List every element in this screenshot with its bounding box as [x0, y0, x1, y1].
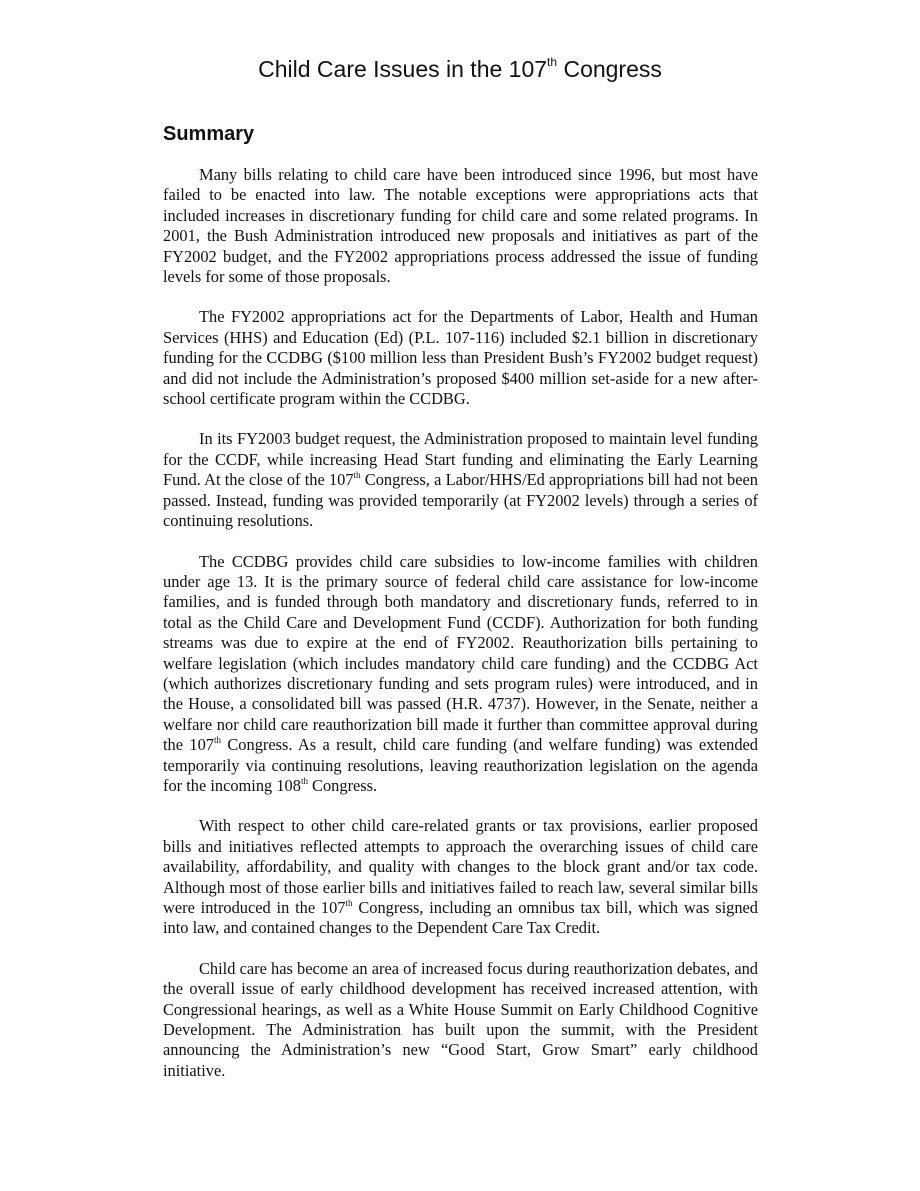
summary-body — [163, 165, 758, 1101]
paragraph-5 — [163, 816, 758, 938]
paragraph-3-text: In its FY2003 budget request, the Administration proposed to maintain level funding for the CCDF, while increasing Head Start funding and eliminating the Early Learning Fund. At the close of the 107 — [163, 429, 758, 490]
title-ordinal-suffix: th — [547, 55, 558, 70]
title-text-end: Congress — [557, 56, 662, 82]
paragraph-2: The FY2002 appropriations act for the Departments of Labor, Health and Human Services (HHS) and Education (Ed) (P.L. 107-116) included $2.1 billion in discretionary funding for the CCDBG ($100 million less than President Bush’s FY2002 budget request) and did not include the Administration’s proposed $400 million set-aside for a new after-school certificate program within the CCDBG. — [163, 307, 758, 409]
paragraph-3 — [163, 429, 758, 531]
paragraph-4-text-end: Congress. — [307, 775, 378, 795]
paragraph-4-text-cont: Congress. As a result, child care funding (and welfare funding) was extended temporarily via continuing resolutions, leaving reauthorization legislation on the agenda for the incoming 108 — [163, 735, 758, 795]
ordinal-suffix: th — [213, 734, 221, 745]
ordinal-suffix: th — [345, 897, 353, 908]
ordinal-suffix: th — [300, 775, 308, 786]
paragraph-4-text: The CCDBG provides child care subsidies to low-income families with children under age 13. It is the primary source of federal child care assistance for low-income families, and is funded through both mandatory and discretionary funds, referred to in total as the Child Care and Development Fund (CCDF). Authorization for both funding streams was due to expire at the end of FY2002. Reauthorization bills pertaining to welfare legislation (which includes mandatory child care funding) and the CCDBG Act (which authorizes discretionary funding and sets program rules) were introduced, and in the House, a consolidated bill was passed (H.R. 4737). However, in the Senate, neither a welfare nor child care reauthorization bill made it further than committee approval during the 107 — [163, 551, 758, 755]
section-heading-summary: Summary — [163, 123, 255, 145]
paragraph-5-text: With respect to other child care-related grants or tax provisions, earlier proposed bills and initiatives reflected attempts to approach the overarching issues of child care availability, affordability, and quality with changes to the block grant and/or tax code. Although most of those earlier bills and initiatives failed to reach law, several similar bills were introduced in the 107 — [163, 816, 758, 917]
paragraph-5-text-cont: Congress, including an omnibus tax bill, which was signed into law, and contained changes to the Dependent Care Tax Credit. — [163, 898, 758, 938]
ordinal-suffix: th — [353, 469, 361, 480]
title-text: Child Care Issues in the 107 — [258, 56, 548, 82]
paragraph-6: Child care has become an area of increased focus during reauthorization debates, and the overall issue of early childhood development has received increased attention, with Congressional hearings, as well as a White House Summit on Early Childhood Cognitive Development. The Administration has built upon the summit, with the President announcing the Administration’s new “Good Start, Grow Smart” early childhood initiative. — [163, 958, 758, 1080]
paragraph-4 — [163, 552, 758, 797]
paragraph-3-text-cont: Congress, a Labor/HHS/Ed appropriations bill had not been passed. Instead, funding was provided temporarily (at FY2002 levels) through a series of continuing resolutions. — [163, 470, 758, 531]
paragraph-1: Many bills relating to child care have been introduced since 1996, but most have failed to be enacted into law. The notable exceptions were appropriations acts that included increases in discretionary funding for child care and some related programs. In 2001, the Bush Administration introduced new proposals and initiatives as part of the FY2002 budget, and the FY2002 appropriations process addressed the issue of funding levels for some of those proposals. — [163, 165, 758, 287]
document-title — [0, 53, 920, 85]
